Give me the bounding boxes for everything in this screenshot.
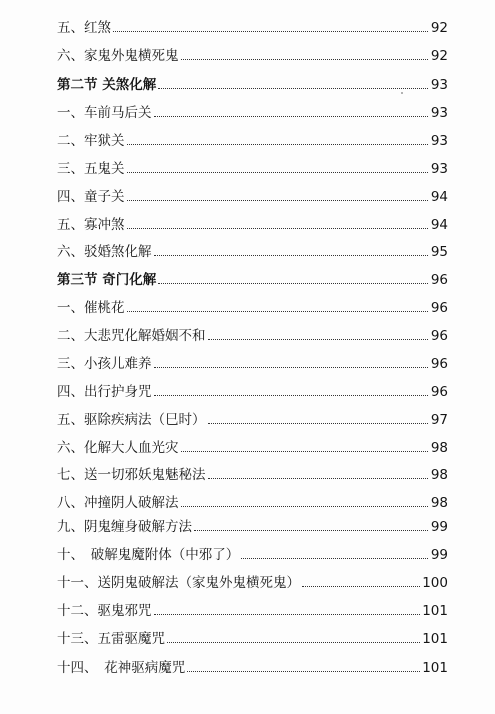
toc-entry — [57, 597, 448, 619]
toc-entry — [57, 294, 448, 316]
toc-entry-title: 六、驳婚煞化解 — [57, 244, 152, 260]
toc-entry-page: 94 — [430, 189, 448, 205]
toc-entry — [57, 541, 448, 563]
toc-entry — [57, 350, 448, 372]
toc-entry — [57, 211, 448, 233]
toc-leader-dots — [127, 228, 429, 229]
toc-entry — [57, 378, 448, 400]
toc-entry-title: 三、五鬼关 — [57, 161, 125, 177]
toc-entry-page: 96 — [430, 356, 448, 372]
toc-entry-page: 98 — [430, 495, 448, 511]
toc-entry — [57, 322, 448, 344]
toc-entry-title: 七、送一切邪妖鬼魅秘法 — [57, 467, 206, 483]
toc-entry-title: 第三节 奇门化解 — [57, 272, 157, 288]
toc-leader-dots — [127, 311, 429, 312]
toc-entry — [57, 99, 448, 121]
toc-entry — [57, 489, 448, 511]
toc-leader-dots — [181, 451, 429, 452]
toc-leader-dots — [154, 116, 429, 117]
toc-entry-title: 九、阴鬼缠身破解方法 — [57, 519, 192, 535]
toc-leader-dots — [154, 395, 429, 396]
toc-entry-title: 二、大悲咒化解婚姻不和 — [57, 328, 206, 344]
toc-entry-page: 92 — [430, 48, 448, 64]
toc-leader-dots — [127, 172, 429, 173]
toc-entry-title: 一、车前马后关 — [57, 105, 152, 121]
toc-entry-page: 101 — [422, 631, 448, 647]
toc-leader-dots — [194, 530, 428, 531]
toc-entry — [57, 513, 448, 535]
toc-leader-dots — [127, 200, 429, 201]
toc-leader-dots — [208, 423, 429, 424]
toc-entry-title: 五、驱除疾病法（巳时） — [57, 412, 206, 428]
toc-entry-page: 93 — [430, 105, 448, 121]
toc-section-heading — [57, 266, 448, 288]
toc-leader-dots — [154, 614, 421, 615]
toc-entry-title: 五、红煞 — [57, 20, 111, 36]
toc-leader-dots — [113, 31, 428, 32]
toc-leader-dots — [187, 671, 420, 672]
toc-entry-page: 94 — [430, 217, 448, 233]
toc-entry-page: 96 — [430, 328, 448, 344]
toc-entry-title: 第二节 关煞化解 — [57, 77, 157, 93]
toc-entry — [57, 569, 448, 591]
toc-entry-title: 十一、送阴鬼破解法（家鬼外鬼横死鬼） — [57, 575, 300, 591]
toc-leader-dots — [154, 367, 429, 368]
toc-leader-dots — [208, 339, 429, 340]
toc-entry-page: 98 — [430, 467, 448, 483]
toc-entry — [57, 155, 448, 177]
toc-entry — [57, 238, 448, 260]
toc-entry — [57, 127, 448, 149]
toc-leader-dots — [208, 478, 429, 479]
toc-leader-dots — [158, 88, 428, 89]
toc-entry-title: 八、冲撞阴人破解法 — [57, 495, 179, 511]
toc-entry-page: 93 — [430, 77, 448, 93]
toc-entry — [57, 625, 448, 647]
toc-entry-page: 96 — [430, 300, 448, 316]
toc-entry-title: 十二、驱鬼邪咒 — [57, 603, 152, 619]
toc-entry — [57, 183, 448, 205]
toc-entry-title: 三、小孩儿难养 — [57, 356, 152, 372]
toc-entry-page: 93 — [430, 133, 448, 149]
toc-entry-page: 95 — [430, 244, 448, 260]
toc-entry-page: 97 — [430, 412, 448, 428]
toc-entry — [57, 434, 448, 456]
toc-leader-dots — [127, 144, 429, 145]
toc-entry-page: 101 — [422, 660, 448, 676]
toc-entry-page: 96 — [430, 272, 448, 288]
toc-entry — [57, 406, 448, 428]
toc-entry-title: 十三、五雷驱魔咒 — [57, 631, 165, 647]
toc-entry-title: 六、家鬼外鬼横死鬼 — [57, 48, 179, 64]
toc-entry-page: 101 — [422, 603, 448, 619]
toc-entry-page: 99 — [430, 519, 448, 535]
toc-entry — [57, 42, 448, 64]
toc-section-heading — [57, 71, 448, 93]
toc-leader-dots — [302, 586, 420, 587]
toc-entry-title: 十四、 花神驱病魔咒 — [57, 660, 186, 676]
toc-entry-page: 93 — [430, 161, 448, 177]
toc-entry — [57, 14, 448, 36]
toc-entry-page: 100 — [422, 575, 448, 591]
toc-entry — [57, 654, 448, 676]
toc-leader-dots — [181, 506, 429, 507]
toc-leader-dots — [167, 642, 420, 643]
toc-leader-dots — [154, 255, 429, 256]
toc-leader-dots — [241, 558, 428, 559]
toc-entry-page: 98 — [430, 440, 448, 456]
toc-entry-page: 99 — [430, 547, 448, 563]
toc-entry-title: 四、出行护身咒 — [57, 384, 152, 400]
toc-entry-page: 96 — [430, 384, 448, 400]
toc-entry-title: 一、催桃花 — [57, 300, 125, 316]
toc-entry-title: 二、牢狱关 — [57, 133, 125, 149]
toc-entry-page: 92 — [430, 20, 448, 36]
toc-entry-title: 六、化解大人血光灾 — [57, 440, 179, 456]
toc-entry-title: 十、 破解鬼魔附体（中邪了） — [57, 547, 240, 563]
toc-entry-title: 四、童子关 — [57, 189, 125, 205]
toc-entry — [57, 461, 448, 483]
toc-leader-dots — [181, 59, 429, 60]
toc-leader-dots — [158, 283, 428, 284]
toc-entry-title: 五、寡冲煞 — [57, 217, 125, 233]
